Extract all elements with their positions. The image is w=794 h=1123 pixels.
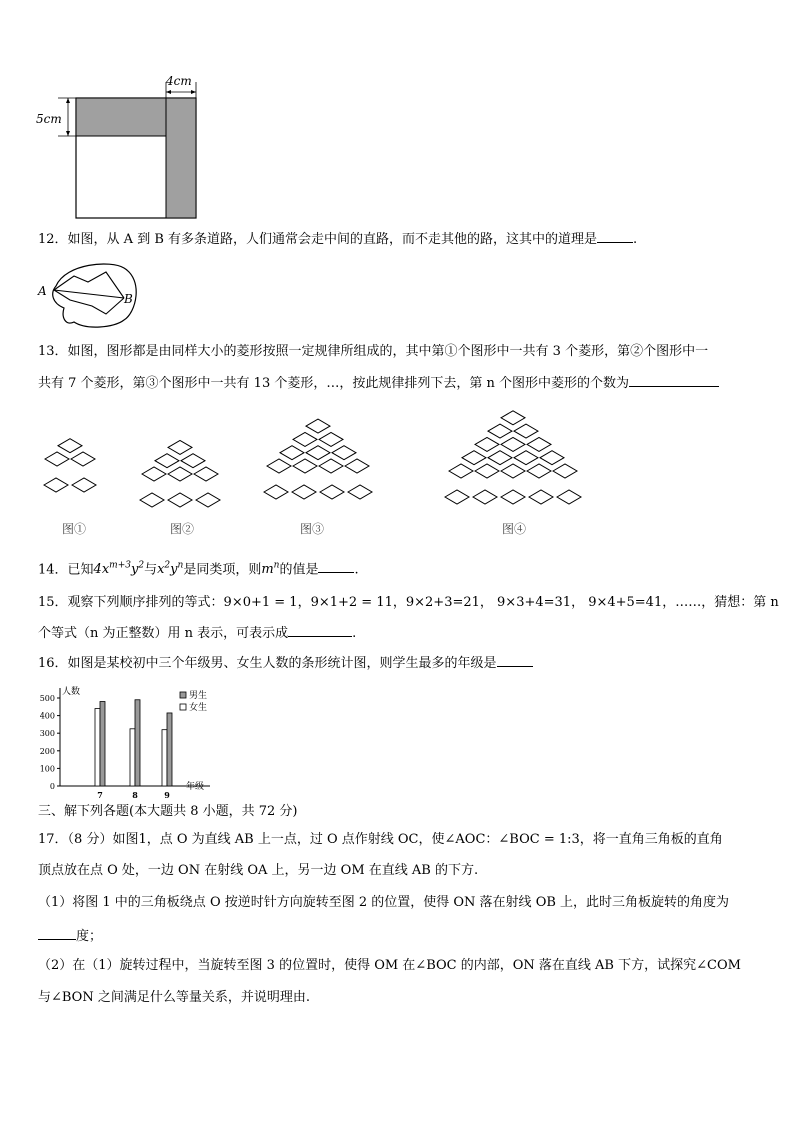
question-17-part1-line1: （1）将图 1 中的三角板绕点 O 按逆时针方向旋转至图 2 的位置，使得 ON 落在射线 OB 上，此时三角板旋转的角度为 xyxy=(38,895,730,910)
rhombus xyxy=(475,464,499,478)
fig-label-4: 图④ xyxy=(502,522,527,536)
rhombus xyxy=(168,440,192,454)
question-17-part2-line2: 与∠BON 之间满足什么等量关系，并说明理由. xyxy=(38,990,310,1005)
section-3-title: 三、解下列各题(本大题共 8 小题，共 72 分) xyxy=(38,804,298,819)
fig11-left-dimension: 5cm xyxy=(36,112,62,126)
legend-swatch-女生 xyxy=(180,704,186,710)
rhombus xyxy=(267,459,291,473)
rhombus xyxy=(168,493,192,507)
y-tick-label-400: 400 xyxy=(39,711,55,721)
rhombus xyxy=(514,451,538,465)
question-15-end: . xyxy=(352,626,357,641)
fig-label-2: 图② xyxy=(170,522,195,536)
question-14-mid: 与 xyxy=(144,562,158,578)
rhombus xyxy=(488,424,512,438)
rhombus xyxy=(462,451,486,465)
bar-男生-9 xyxy=(167,713,172,786)
rhombus xyxy=(71,452,95,466)
rhombus xyxy=(553,464,577,478)
x-tick-label-8: 8 xyxy=(132,790,138,800)
grade-bar-chart xyxy=(30,682,230,802)
rhombus xyxy=(319,432,343,446)
y-tick-label-0: 0 xyxy=(49,782,55,791)
question-14 xyxy=(38,555,359,581)
question-13-line1: 13．如图，图形都是由同样大小的菱形按照一定规律所组成的，其中第①个图形中一共有 3 个菱形，第②个图形中一 xyxy=(38,344,709,359)
rhombus xyxy=(194,467,218,481)
rhombus xyxy=(280,446,304,460)
point-a-label: A xyxy=(38,284,47,298)
rhombus xyxy=(140,493,164,507)
rhombus xyxy=(475,437,499,451)
rhombus xyxy=(293,459,317,473)
answer-blank-12[interactable] xyxy=(597,228,633,243)
expr-x-y: $x^2y^n$ xyxy=(157,561,184,578)
question-13-line2 xyxy=(38,372,719,395)
y-axis-label: 人数 xyxy=(62,687,81,697)
question-15-line2-text: 个等式（n 为正整数）用 n 表示，可表示成 xyxy=(38,626,289,641)
rhombus xyxy=(320,485,344,499)
rhombus xyxy=(58,439,82,453)
bar-男生-8 xyxy=(135,700,140,786)
question-17-line1: 17．（8 分）如图1，点 O 为直线 AB 上一点，过 O 点作射线 OC，使∠AOC：∠BOC = 1:3，将一直角三角板的直角 xyxy=(38,832,723,847)
answer-blank-15[interactable] xyxy=(288,622,352,637)
y-tick-label-100: 100 xyxy=(39,764,55,774)
y-tick-label-200: 200 xyxy=(39,746,55,756)
rhombus-pattern-figures xyxy=(0,420,794,520)
rhombus xyxy=(501,411,525,425)
rhombus xyxy=(44,478,68,492)
bar-女生-9 xyxy=(162,730,167,786)
x-axis-label: 年级 xyxy=(186,782,205,792)
question-12-text: 12．如图，从 A 到 B 有多条道路，人们通常会走中间的直路，而不走其他的路，这其中的道理是 xyxy=(38,232,598,247)
rhombus xyxy=(168,467,192,481)
rhombus xyxy=(527,464,551,478)
rhombus xyxy=(488,451,512,465)
rhombus xyxy=(72,478,96,492)
rhombus-group xyxy=(44,411,581,507)
rhombus xyxy=(540,451,564,465)
fig11-top-dimension: 4cm xyxy=(166,74,192,88)
question-15-line2 xyxy=(38,622,356,645)
question-17-part1-tail: 度； xyxy=(76,929,103,944)
y-tick-label-300: 300 xyxy=(39,729,55,739)
answer-blank-13[interactable] xyxy=(629,372,719,387)
rhombus xyxy=(319,459,343,473)
rhombus xyxy=(527,437,551,451)
rhombus xyxy=(529,490,553,504)
question-13-line2-text: 共有 7 个菱形，第③个图形中一共有 13 个菱形，…，按此规律排列下去，第 n 个图形中菱形的个数为 xyxy=(38,376,629,391)
question-12-end: . xyxy=(633,232,638,247)
point-b-label: B xyxy=(124,292,133,306)
rhombus xyxy=(501,490,525,504)
rhombus xyxy=(445,490,469,504)
rhombus xyxy=(293,432,317,446)
legend-label-女生: 女生 xyxy=(189,703,208,713)
rhombus xyxy=(292,485,316,499)
question-15-line1: 15．观察下列顺序排列的等式：9×0+1 = 1，9×1+2 = 11，9×2+3=21， 9×3+4=31， 9×4+5=41，……，猜想：第 n xyxy=(38,595,779,610)
question-12 xyxy=(38,228,637,251)
y-tick-label-500: 500 xyxy=(39,694,55,703)
bar-男生-7 xyxy=(100,702,105,786)
fig-label-1: 图① xyxy=(62,522,87,536)
question-17-part2-line1: （2）在（1）旋转过程中，当旋转至图 3 的位置时，使得 OM 在∠BOC 的内部，ON 落在直线 AB 下方，试探究∠COM xyxy=(38,958,741,973)
rhombus xyxy=(449,464,473,478)
rhombus xyxy=(514,424,538,438)
question-14-post: 是同类项，则 xyxy=(183,562,262,578)
fig11-square-diagram xyxy=(30,78,210,223)
rhombus xyxy=(332,446,356,460)
answer-blank-16[interactable] xyxy=(497,652,533,667)
rhombus xyxy=(501,464,525,478)
question-14-end: . xyxy=(354,562,359,578)
answer-blank-14[interactable] xyxy=(318,558,354,573)
question-17-line2: 顶点放在点 O 处，一边 ON 在射线 OA 上，另一边 OM 在直线 AB 的下方. xyxy=(38,863,479,878)
rhombus xyxy=(142,467,166,481)
legend-swatch-男生 xyxy=(180,692,186,698)
legend-label-男生: 男生 xyxy=(189,691,208,701)
answer-blank-17-1[interactable] xyxy=(38,925,76,940)
rhombus xyxy=(196,493,220,507)
question-14-post2: 的值是 xyxy=(279,562,319,578)
question-16-text: 16．如图是某校初中三个年级男、女生人数的条形统计图，则学生最多的年级是 xyxy=(38,656,497,671)
bar-女生-8 xyxy=(130,729,135,786)
question-14-pre: 14．已知 xyxy=(38,562,94,578)
rhombus xyxy=(45,452,69,466)
rhombus xyxy=(306,446,330,460)
question-17-part1-line2 xyxy=(38,925,102,948)
expr-4x-y: $4x^{m+3}y^2$ xyxy=(93,561,145,578)
rhombus xyxy=(473,490,497,504)
x-tick-label-7: 7 xyxy=(97,790,103,800)
rhombus xyxy=(306,419,330,433)
rhombus xyxy=(501,437,525,451)
expr-m-n: $m^n$ xyxy=(261,561,280,578)
fig-label-3: 图③ xyxy=(300,522,325,536)
rhombus xyxy=(557,490,581,504)
rhombus xyxy=(264,485,288,499)
rhombus xyxy=(155,454,179,468)
rhombus xyxy=(345,459,369,473)
x-tick-label-9: 9 xyxy=(164,790,170,800)
rhombus xyxy=(181,454,205,468)
bar-女生-7 xyxy=(95,709,100,786)
question-16 xyxy=(38,652,533,675)
rhombus xyxy=(348,485,372,499)
